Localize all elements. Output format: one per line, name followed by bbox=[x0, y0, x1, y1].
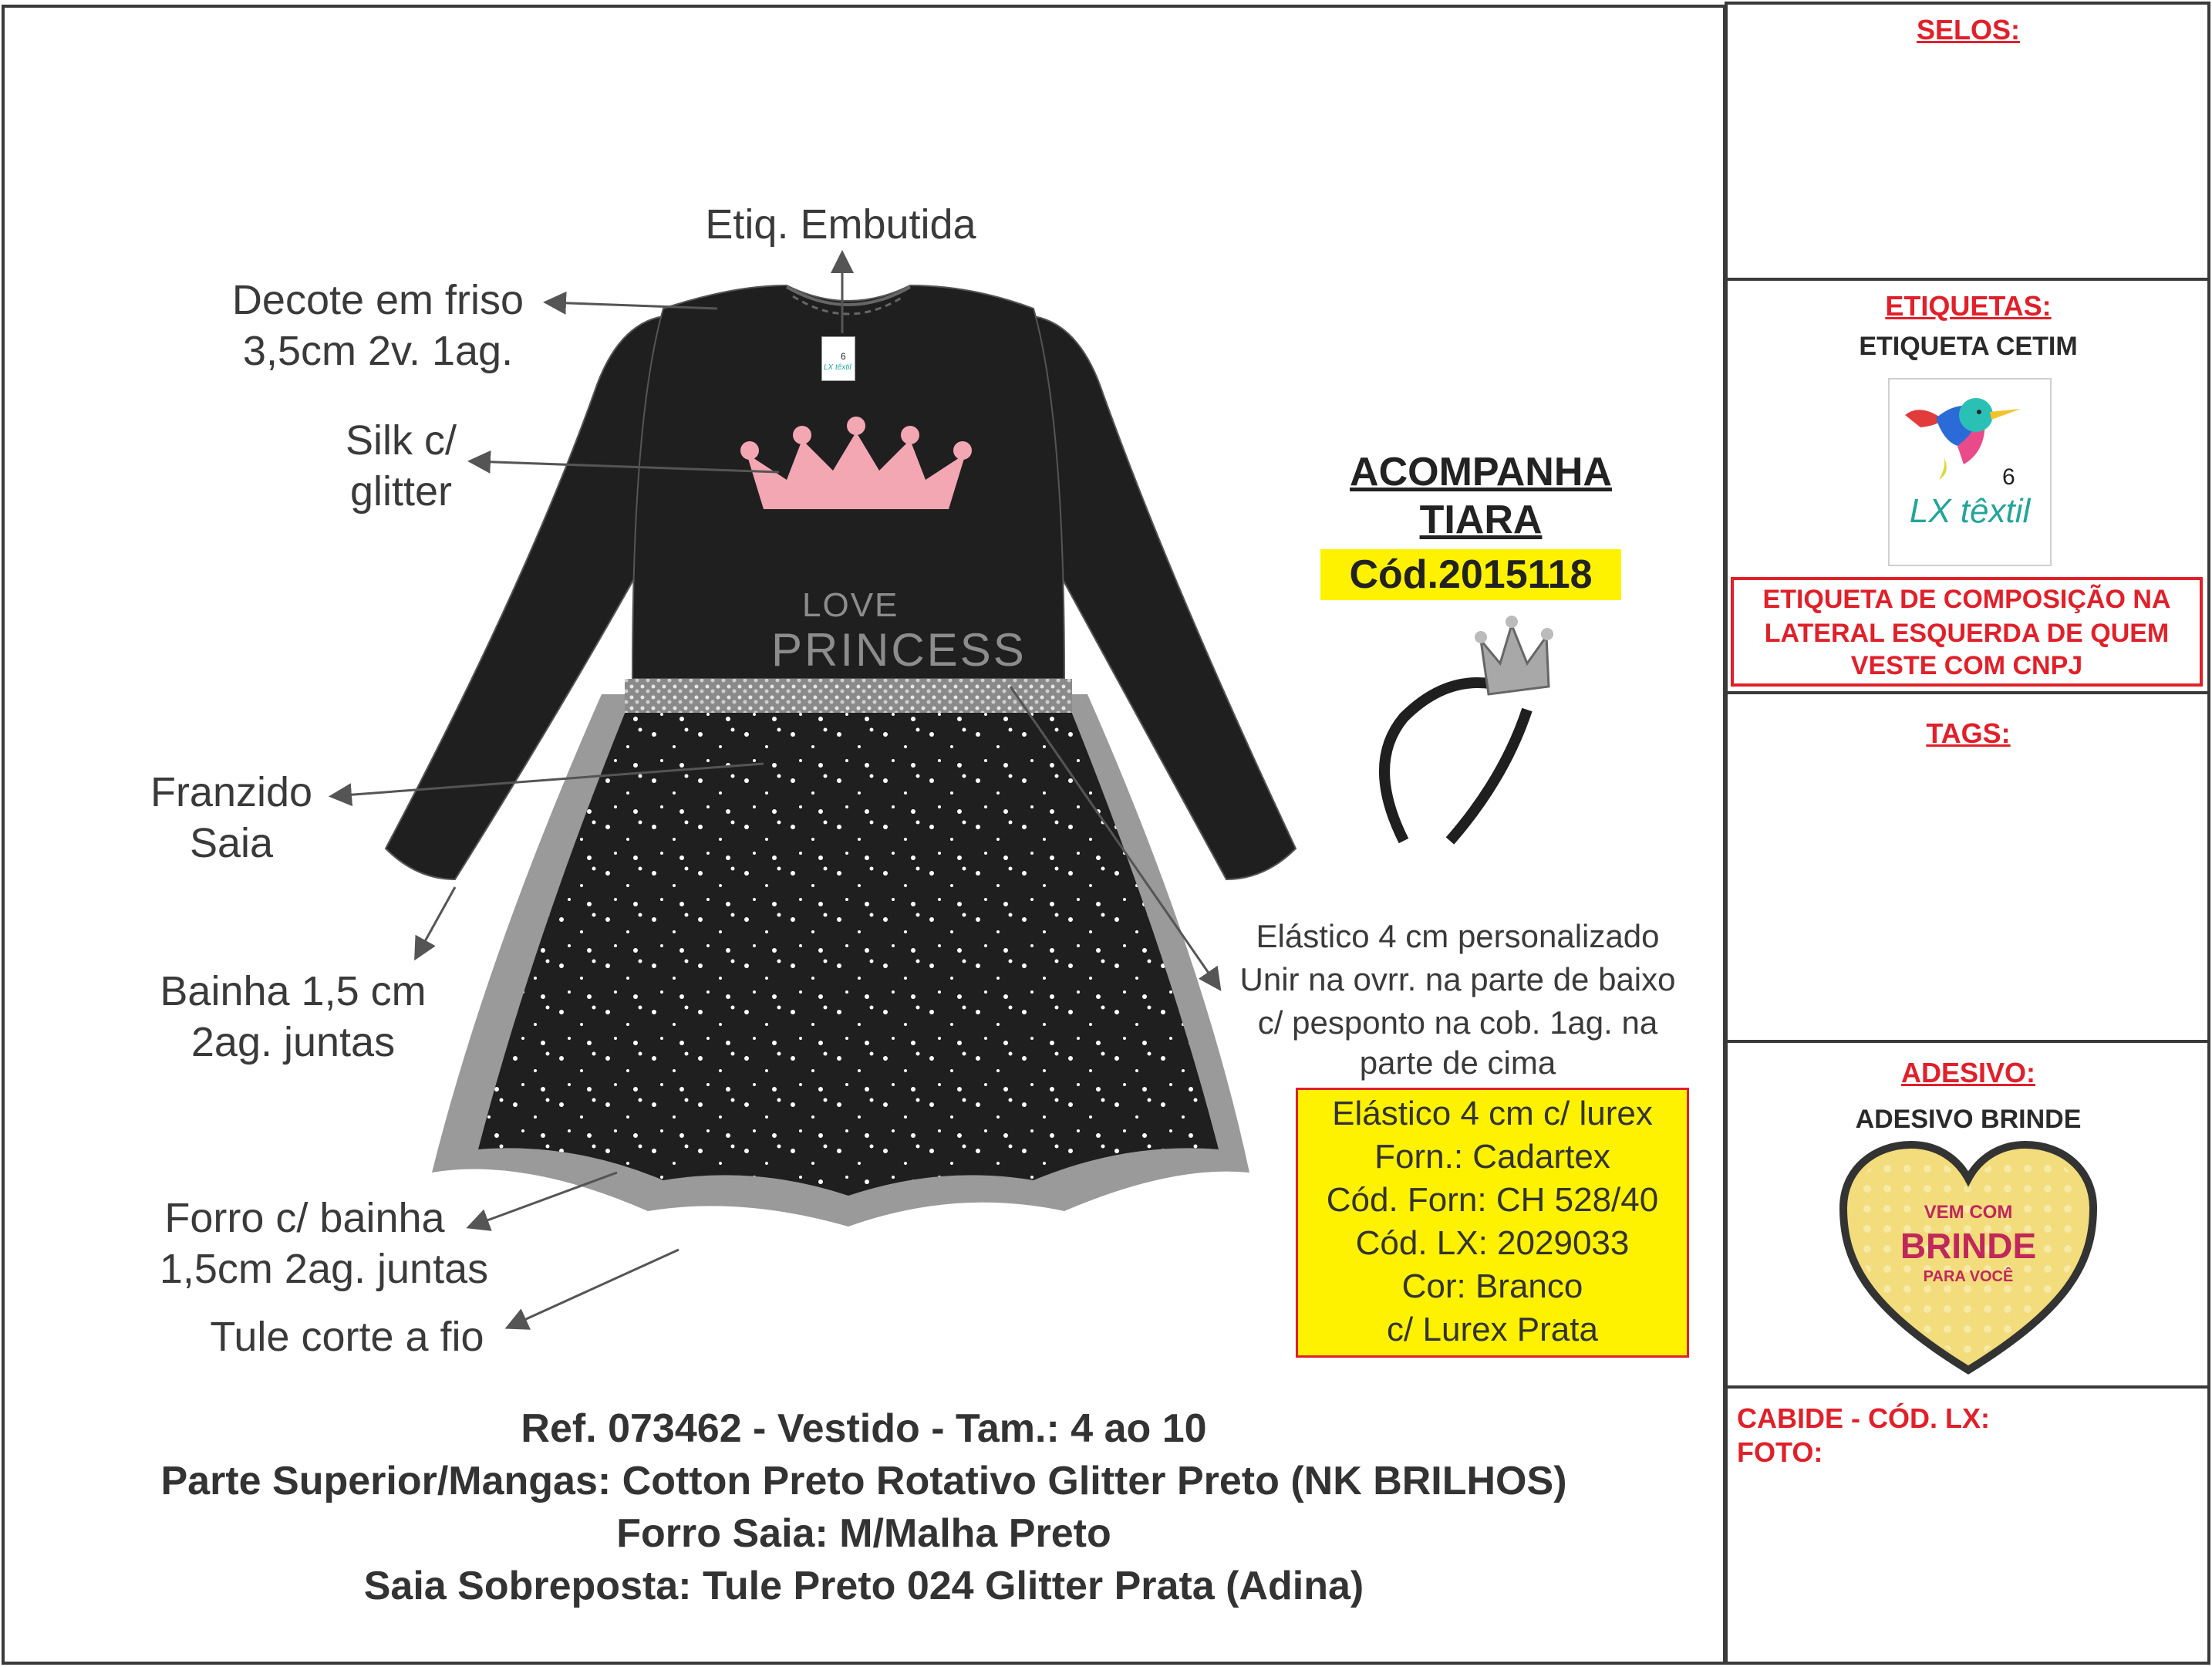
satin-label-size: 6 bbox=[2002, 464, 2015, 490]
annotation-elastico-1: Elástico 4 cm personalizado bbox=[1256, 918, 1660, 954]
elastic-box-line-6: c/ Lurex Prata bbox=[1387, 1311, 1598, 1348]
selos-panel bbox=[1728, 3, 2209, 281]
footer-line-4: Saia Sobreposta: Tule Preto 024 Glitter Prata (Adina) bbox=[363, 1564, 1364, 1608]
heart-line-2: BRINDE bbox=[1900, 1226, 2037, 1266]
print-princess: PRINCESS bbox=[771, 624, 1027, 676]
embedded-label-size: 6 bbox=[841, 351, 846, 362]
annotation-elastico-2: Unir na ovrr. na parte de baixo bbox=[1239, 961, 1676, 997]
annotation-franzido-1: Franzido bbox=[150, 769, 313, 815]
annotation-tule: Tule corte a fio bbox=[210, 1314, 484, 1360]
annotation-decote-2: 3,5cm 2v. 1ag. bbox=[242, 328, 514, 374]
annotation-bainha-2: 2ag. juntas bbox=[191, 1019, 396, 1065]
elastic-box-line-4: Cód. LX: 2029033 bbox=[1355, 1224, 1630, 1262]
hummingbird-icon bbox=[1890, 380, 2050, 495]
elastic-box-line-2: Forn.: Cadartex bbox=[1374, 1138, 1610, 1176]
etiquetas-title: ETIQUETAS: bbox=[1885, 290, 2052, 322]
composicao-line-3: VESTE COM CNPJ bbox=[1850, 651, 2083, 680]
footer-line-1: Ref. 073462 - Vestido - Tam.: 4 ao 10 bbox=[521, 1406, 1207, 1451]
annotation-forro-2: 1,5cm 2ag. juntas bbox=[159, 1246, 489, 1292]
elastic-box-line-5: Cor: Branco bbox=[1401, 1267, 1583, 1305]
elastic-box-line-1: Elástico 4 cm c/ lurex bbox=[1332, 1095, 1653, 1132]
tiara-icon bbox=[1373, 609, 1589, 856]
tags-panel bbox=[1728, 694, 2209, 1043]
satin-label-card bbox=[1888, 378, 2052, 566]
annotation-elastico-3: c/ pesponto na cob. 1ag. na bbox=[1257, 1004, 1658, 1041]
composicao-line-1: ETIQUETA DE COMPOSIÇÃO NA bbox=[1762, 585, 2171, 614]
embedded-label-brand: LX têxtil bbox=[824, 363, 851, 372]
cabide-label: CABIDE - CÓD. LX: bbox=[1737, 1402, 1990, 1434]
annotation-decote-1: Decote em friso bbox=[231, 277, 524, 323]
composicao-box bbox=[1731, 577, 2203, 687]
heart-line-3: PARA VOCÊ bbox=[1923, 1268, 2014, 1285]
cabide-panel bbox=[1728, 1389, 2209, 1662]
selos-title: SELOS: bbox=[1916, 14, 2020, 46]
annotation-silk-1: Silk c/ bbox=[345, 417, 457, 464]
tiara-code: Cód.2015118 bbox=[1320, 549, 1621, 600]
tags-title: TAGS: bbox=[1926, 717, 2011, 749]
annotation-silk-2: glitter bbox=[349, 468, 453, 515]
foto-label: FOTO: bbox=[1737, 1436, 1823, 1468]
tiara-line-2: TIARA bbox=[1419, 498, 1543, 542]
footer-line-3: Forro Saia: M/Malha Preto bbox=[616, 1511, 1111, 1556]
annotation-forro-1: Forro c/ bainha bbox=[164, 1195, 445, 1241]
annotation-elastico-4: parte de cima bbox=[1359, 1044, 1556, 1081]
elastic-box bbox=[1296, 1088, 1689, 1358]
satin-label-brand: LX têxtil bbox=[1909, 492, 2031, 530]
adesivo-brinde-label: ADESIVO BRINDE bbox=[1855, 1105, 2082, 1134]
adesivo-panel bbox=[1728, 1043, 2209, 1389]
etiqueta-cetim-label: ETIQUETA CETIM bbox=[1859, 332, 2078, 361]
annotation-franzido-2: Saia bbox=[189, 820, 274, 866]
composicao-line-2: LATERAL ESQUERDA DE QUEM bbox=[1764, 619, 2170, 648]
etiquetas-panel bbox=[1728, 281, 2209, 694]
annotation-etiq-embutida: Etiq. Embutida bbox=[705, 201, 976, 248]
footer-line-2: Parte Superior/Mangas: Cotton Preto Rotativo Glitter Preto (NK BRILHOS) bbox=[160, 1459, 1567, 1503]
tiara-line-1: ACOMPANHA bbox=[1350, 450, 1612, 494]
annotation-bainha-1: Bainha 1,5 cm bbox=[160, 968, 427, 1014]
print-love: LOVE bbox=[802, 586, 899, 624]
heart-line-1: VEM COM bbox=[1924, 1202, 2013, 1223]
elastic-box-line-3: Cód. Forn: CH 528/40 bbox=[1326, 1181, 1659, 1219]
adesivo-title: ADESIVO: bbox=[1900, 1057, 2036, 1088]
